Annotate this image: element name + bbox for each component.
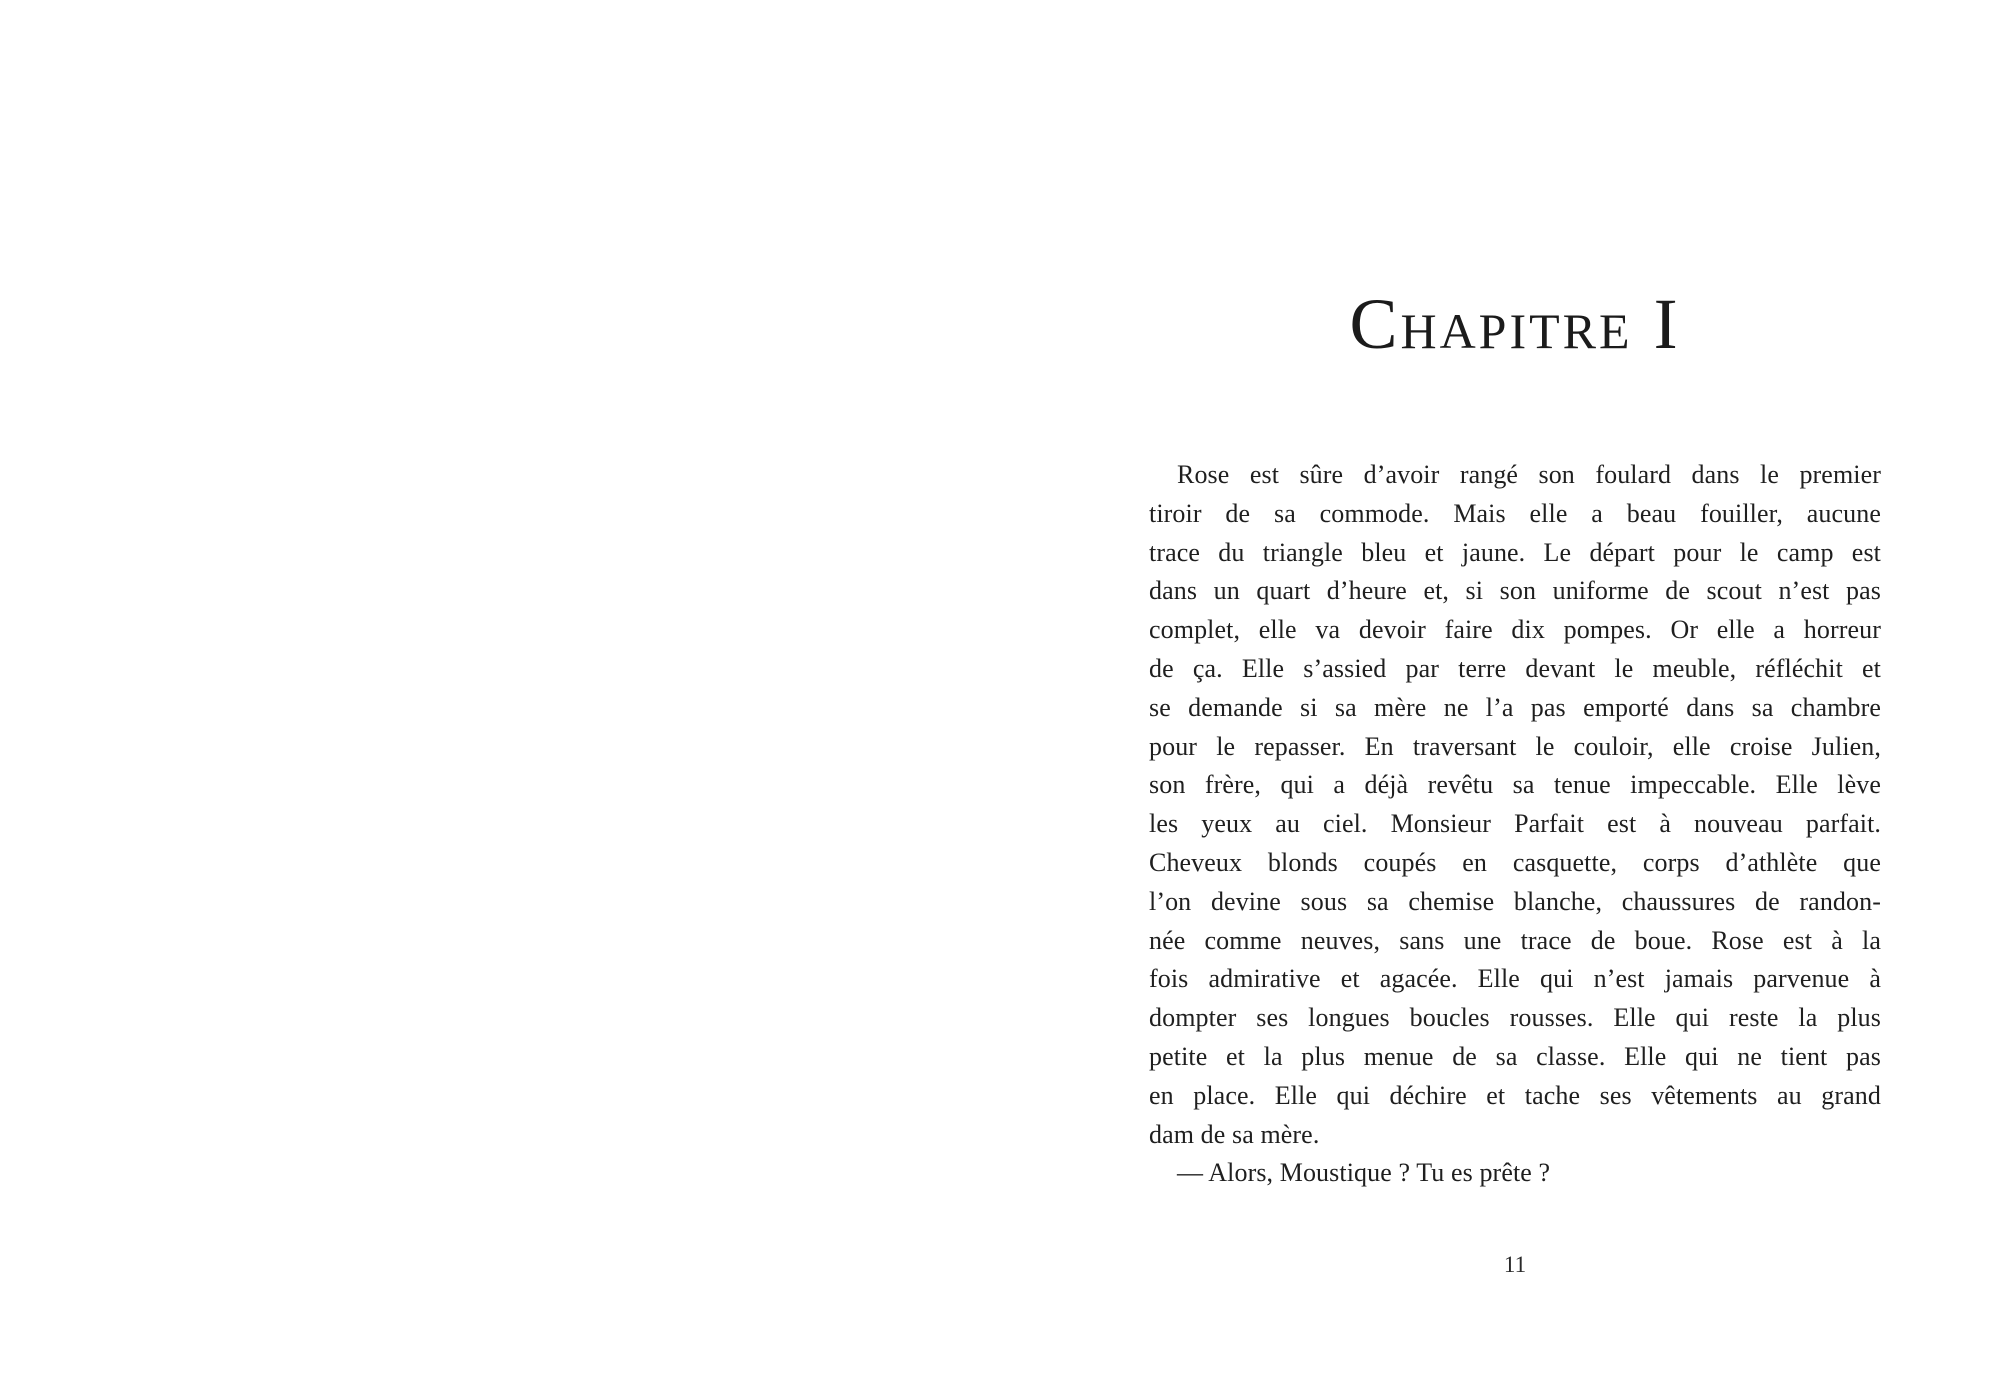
body-line: Rose est sûre d’avoir rangé son foulard dans le premier bbox=[1177, 460, 1881, 489]
body-line: tiroir de sa commode. Mais elle a beau fouiller, aucune bbox=[1149, 498, 1881, 528]
chapter-body bbox=[1149, 456, 1881, 1193]
body-line: en place. Elle qui déchire et tache ses vêtements au grand bbox=[1149, 1080, 1881, 1110]
chapter-title: Chapitre I bbox=[1349, 284, 1681, 364]
body-line: trace du triangle bleu et jaune. Le départ pour le camp est bbox=[1149, 537, 1881, 567]
body-line: dompter ses longues boucles rousses. Elle qui reste la plus bbox=[1149, 1003, 1881, 1033]
body-line: dam de sa mère. bbox=[1149, 1119, 1320, 1149]
body-line: l’on devine sous sa chemise blanche, chaussures de randon- bbox=[1149, 886, 1881, 916]
body-line: fois admirative et agacée. Elle qui n’est jamais parvenue à bbox=[1149, 964, 1881, 994]
body-line: complet, elle va devoir faire dix pompes. Or elle a horreur bbox=[1149, 615, 1881, 645]
body-line: son frère, qui a déjà revêtu sa tenue impeccable. Elle lève bbox=[1149, 770, 1881, 800]
body-line: les yeux au ciel. Monsieur Parfait est à nouveau parfait. bbox=[1149, 809, 1881, 839]
body-line: se demande si sa mère ne l’a pas emporté dans sa chambre bbox=[1149, 692, 1881, 722]
dialogue-line: — Alors, Moustique ? Tu es prête ? bbox=[1177, 1158, 1551, 1188]
page-number: 11 bbox=[1503, 1252, 1527, 1277]
body-line: petite et la plus menue de sa classe. Elle qui ne tient pas bbox=[1149, 1041, 1881, 1071]
body-line: Cheveux blonds coupés en casquette, corps d’athlète que bbox=[1149, 847, 1881, 877]
body-line: de ça. Elle s’assied par terre devant le meuble, réfléchit et bbox=[1149, 653, 1881, 683]
body-line: née comme neuves, sans une trace de boue. Rose est à la bbox=[1149, 925, 1881, 955]
body-line: dans un quart d’heure et, si son uniforme de scout n’est pas bbox=[1149, 576, 1881, 606]
text-column bbox=[1149, 0, 1881, 1193]
body-line: pour le repasser. En traversant le couloir, elle croise Julien, bbox=[1149, 731, 1881, 761]
